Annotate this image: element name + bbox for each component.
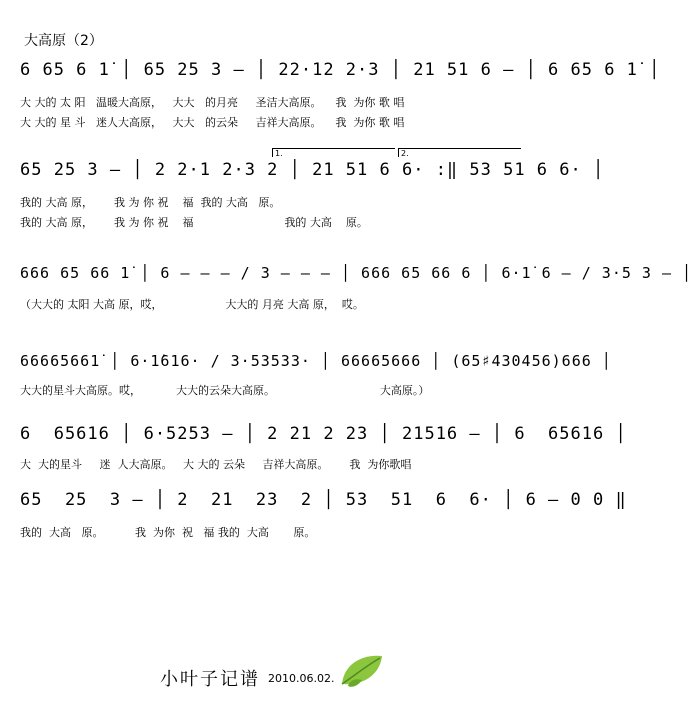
lyric-verse-1: 大 大的星斗 迷 人大高原。 大 大的 云朵 吉祥大高原。 我 为你歌唱: [20, 458, 412, 471]
lyric-verse-1: （大大的 太阳 大高 原，哎， 大大的 月亮 大高 原， 哎。: [20, 298, 364, 311]
notation-line: 66665661̇ │ 6·1̇616· / 3·53533· │ 66665666 │ (65♯430456)666 │: [20, 352, 612, 370]
volta-second-ending: 2.: [398, 148, 521, 157]
transcriber-signature: 小叶子记谱: [160, 669, 260, 690]
lyric-verse-1: 我的 大高 原， 我 为 你 祝 福 我的 大高 原。: [20, 196, 281, 209]
lyric-verse-1: 大 大的 太 阳 温暖大高原， 大大 的月亮 圣洁大高原。 我 为你 歌 唱: [20, 96, 405, 109]
leaf-icon: [336, 650, 386, 690]
notation-line: 6 65616 │ 6·5253 – │ 2 21 2 23 │ 21516 – │ 6 65616 │: [20, 424, 627, 444]
lyric-verse-2: 我的 大高 原， 我 为 你 祝 福 我的 大高 原。: [20, 216, 368, 229]
volta-first-ending: 1.: [272, 148, 395, 157]
lyric-verse-1: 我的 大高 原。 我 为你 祝 福 我的 大高 原。: [20, 526, 316, 539]
notation-line: 65 25 3 – │ 2 2·1 2·3 2 │ 21 51 6 6· :‖ 53 51 6 6· │: [20, 160, 605, 180]
score-title: 大高原（2）: [24, 33, 103, 49]
notation-line: 666 65 66 1̇ │ 6 – – – / 3 – – – │ 666 65 66 6 │ 6·1̇ 6 – / 3·5 3 – │: [20, 264, 692, 282]
notation-line: 6 65 6 1̇ │ 65 25 3 – │ 22·12 2·3 │ 21 51 6 – │ 6 65 6 1̇ │: [20, 60, 661, 80]
notation-line: 65 25 3 – │ 2 21 23 2 │ 53 51 6 6· │ 6 – 0 0 ‖: [20, 490, 627, 510]
lyric-verse-2: 大 大的 星 斗 迷人大高原， 大大 的云朵 吉祥大高原。 我 为你 歌 唱: [20, 116, 405, 129]
transcription-date: 2010.06.02.: [268, 672, 335, 685]
lyric-verse-1: 大大的星斗大高原。哎， 大大的云朵大高原。 大高原。）: [20, 384, 430, 397]
